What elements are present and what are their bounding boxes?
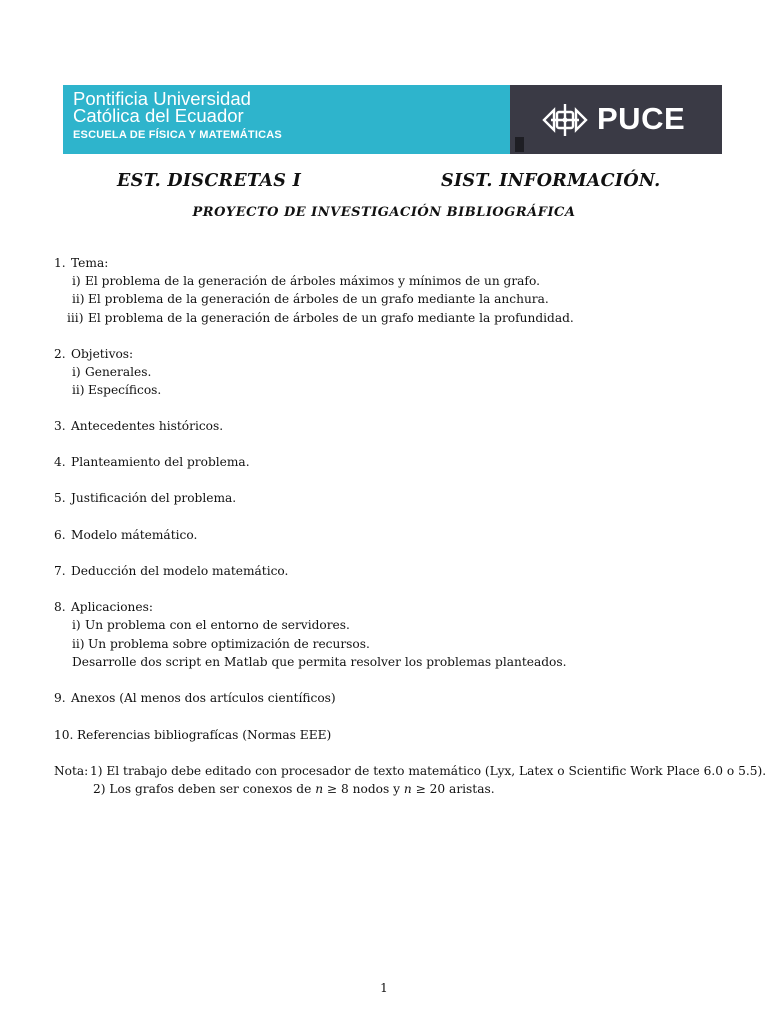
list-item-text: Planteamiento del problema. bbox=[71, 455, 250, 469]
sub-item-text: Un problema con el entorno de servidores. bbox=[85, 618, 350, 632]
list-item-text: Aplicaciones: bbox=[71, 600, 153, 614]
note-line-2-prefix: 2) Los grafos deben ser conexos de bbox=[93, 782, 312, 796]
list-item-number: 3. bbox=[54, 419, 66, 433]
document-subtitle: PROYECTO DE INVESTIGACIÓN BIBLIOGRÁFICA bbox=[192, 205, 576, 220]
sub-item-text: Generales. bbox=[85, 365, 152, 379]
banner-accent bbox=[515, 137, 524, 152]
sub-item-label: ii) bbox=[72, 292, 85, 306]
puce-logo-text: PUCE bbox=[597, 101, 686, 136]
logo-block bbox=[510, 85, 722, 154]
university-name-line1: Pontificia Universidad bbox=[73, 88, 251, 109]
list-item-text: Deducción del modelo matemático. bbox=[71, 564, 289, 578]
sub-item-label: ii) bbox=[72, 383, 85, 397]
list-item-number: 4. bbox=[54, 455, 66, 469]
list-item-text: Objetivos: bbox=[71, 347, 134, 361]
list-item-text: Antecedentes históricos. bbox=[71, 419, 224, 433]
sub-item-label: iii) bbox=[67, 311, 84, 325]
list-item-number: 2. bbox=[54, 347, 66, 361]
list-item-extra: Desarrolle dos script en Matlab que permita resolver los problemas planteados. bbox=[72, 655, 567, 669]
list-item-number: 9. bbox=[54, 691, 66, 705]
school-name: ESCUELA DE FÍSICA Y MATEMÁTICAS bbox=[73, 129, 282, 141]
list-item-number: 1. bbox=[54, 256, 66, 270]
sub-item-text: El problema de la generación de árboles de un grafo mediante la anchura. bbox=[88, 292, 549, 306]
sub-item-text: Un problema sobre optimización de recursos. bbox=[88, 637, 370, 651]
note-label: Nota: bbox=[54, 764, 89, 778]
note-line-2-suffix: ≥ 20 aristas. bbox=[415, 782, 495, 796]
list-item-number: 6. bbox=[54, 528, 66, 542]
list-item-text: Justificación del problema. bbox=[71, 491, 237, 505]
list-item-number: 10. bbox=[54, 728, 74, 742]
list-item-text: Modelo mátemático. bbox=[71, 528, 198, 542]
course-title-right: SIST. INFORMACIÓN. bbox=[441, 171, 661, 191]
sub-item-text: Específicos. bbox=[88, 383, 162, 397]
sub-item-label: i) bbox=[72, 365, 81, 379]
list-item-number: 5. bbox=[54, 491, 66, 505]
page-number: 1 bbox=[380, 981, 388, 995]
course-title-left: EST. DISCRETAS I bbox=[117, 171, 302, 191]
list-item-text: Anexos (Al menos dos artículos científicos) bbox=[71, 691, 336, 705]
note-line-1: 1) El trabajo debe editado con procesador de texto matemático (Lyx, Latex o Scientific Work Place 6.0 o 5.5). bbox=[90, 764, 767, 778]
math-var-n: n bbox=[403, 782, 412, 796]
list-item-number: 8. bbox=[54, 600, 66, 614]
header-banner bbox=[63, 85, 722, 154]
sub-item-text: El problema de la generación de árboles máximos y mínimos de un grafo. bbox=[85, 274, 540, 288]
sub-item-label: ii) bbox=[72, 637, 85, 651]
puce-emblem-icon bbox=[538, 102, 592, 138]
note-line-2 bbox=[93, 781, 495, 797]
list-item-number: 7. bbox=[54, 564, 66, 578]
note-line-2-mid: ≥ 8 nodos y bbox=[326, 782, 400, 796]
university-name-line2: Católica del Ecuador bbox=[73, 105, 244, 126]
sub-item-text: El problema de la generación de árboles de un grafo mediante la profundidad. bbox=[88, 311, 574, 325]
sub-item-label: i) bbox=[72, 618, 81, 632]
university-block bbox=[63, 85, 510, 154]
list-item-text: Tema: bbox=[71, 256, 109, 270]
sub-item-label: i) bbox=[72, 274, 81, 288]
math-var-n: n bbox=[315, 782, 324, 796]
list-item-text: Referencias bibliografícas (Normas EEE) bbox=[77, 728, 332, 742]
